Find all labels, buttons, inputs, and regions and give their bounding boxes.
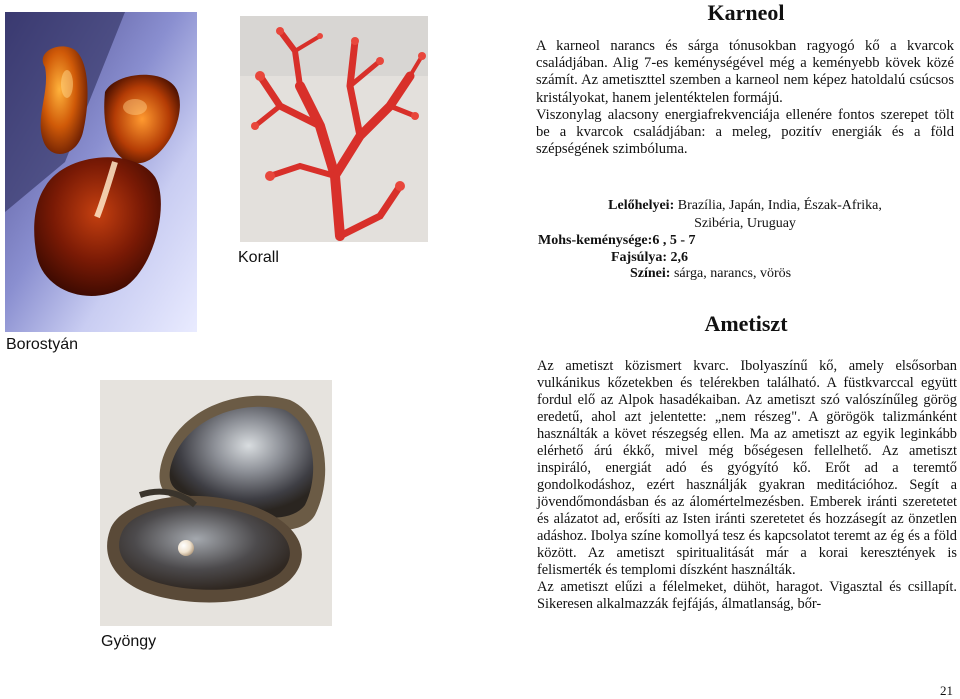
ametiszt-paragraph-1: Az ametiszt közismert kvarc. Ibolyaszínű kő, amely elsősorban vulkánikus kőzetekben és telérekben található. A füstkvarccal együtt fordul elő az Alpok hasadékaiban. Az ametiszt szó valószínűleg görög eredetű, ahol azt jelentette: „nem részeg". A görögök talizmánként használták a követ részegség ellen. Ma az ametiszt az egyik leginkább elérhető árú ékkő, mivel még bőségesen fellelhető. Az ametiszt inspiráló, energiát adó és gyógyító kő. Erőt ad a teremtő gondolkodáshoz, ezért használják gyakran meditációhoz. Segít a jövendőmondásban és az álomértelmezésben. Emberek iránti szeretetet és alázatot ad, erősíti az Isten iránti szeretetet és hozzásegít az önzetlen adáshoz. Ibolya színe komollyá tesz és kapcsolatot teremt az ég és a föld között. Az ametiszt spiritualitását már a korai keresztények is felismerték és templomi díszként használták. [537,358,957,578]
pearl-photo [100,380,332,626]
colors-line [630,265,791,283]
karneol-properties [536,197,954,232]
locations-label: Lelőhelyei: [608,198,675,213]
hardness-value: 6 , 5 - 7 [652,233,696,248]
density-value: 2,6 [670,250,688,265]
colors-label: Színei: [630,266,671,281]
pearl-caption: Gyöngy [101,633,157,650]
karneol-paragraph-1: A karneol narancs és sárga tónusokban ragyogó kő a kvarcok családjában. Alig 7-es keménységével még a keményebb kövek közé számít. Az ametiszttel szemben a karneol nem képez hatoldalú csúcsos kristályokat, hanem jelentéktelen formájú. [536,38,954,106]
ametiszt-title: Ametiszt [704,311,788,336]
hardness-line [538,232,695,250]
amber-caption: Borostyán [6,336,79,353]
locations-line-2 [536,215,954,233]
locations-value-1: Brazília, Japán, India, Észak-Afrika, [677,198,882,213]
page-number: 21 [940,683,953,698]
locations-line [536,197,954,215]
coral-photo [240,16,428,242]
amber-photo [5,12,197,332]
colors-value: sárga, narancs, vörös [673,266,792,281]
ametiszt-paragraph-2: Az ametiszt elűzi a félelmeket, dühöt, haragot. Vigasztal és csillapít. Sikeresen alkalmazzák fejfájás, álmatlanság, bőr- [537,579,957,612]
karneol-paragraph-2: Viszonylag alacsony energiafrekvenciája ellenére fontos szerepet tölt be a kvarcok családjában: a meleg, pozitív energiák és a föld szépségének szimbóluma. [536,106,954,158]
ametiszt-text [537,358,957,613]
karneol-title: Karneol [707,0,785,25]
karneol-text [536,38,954,158]
density-line [611,249,688,267]
locations-value-2: Szibéria, Uruguay [694,215,796,231]
density-label: Fajsúlya: [611,250,667,265]
hardness-label: Mohs-keménysége: [538,233,653,248]
coral-caption: Korall [238,249,279,266]
